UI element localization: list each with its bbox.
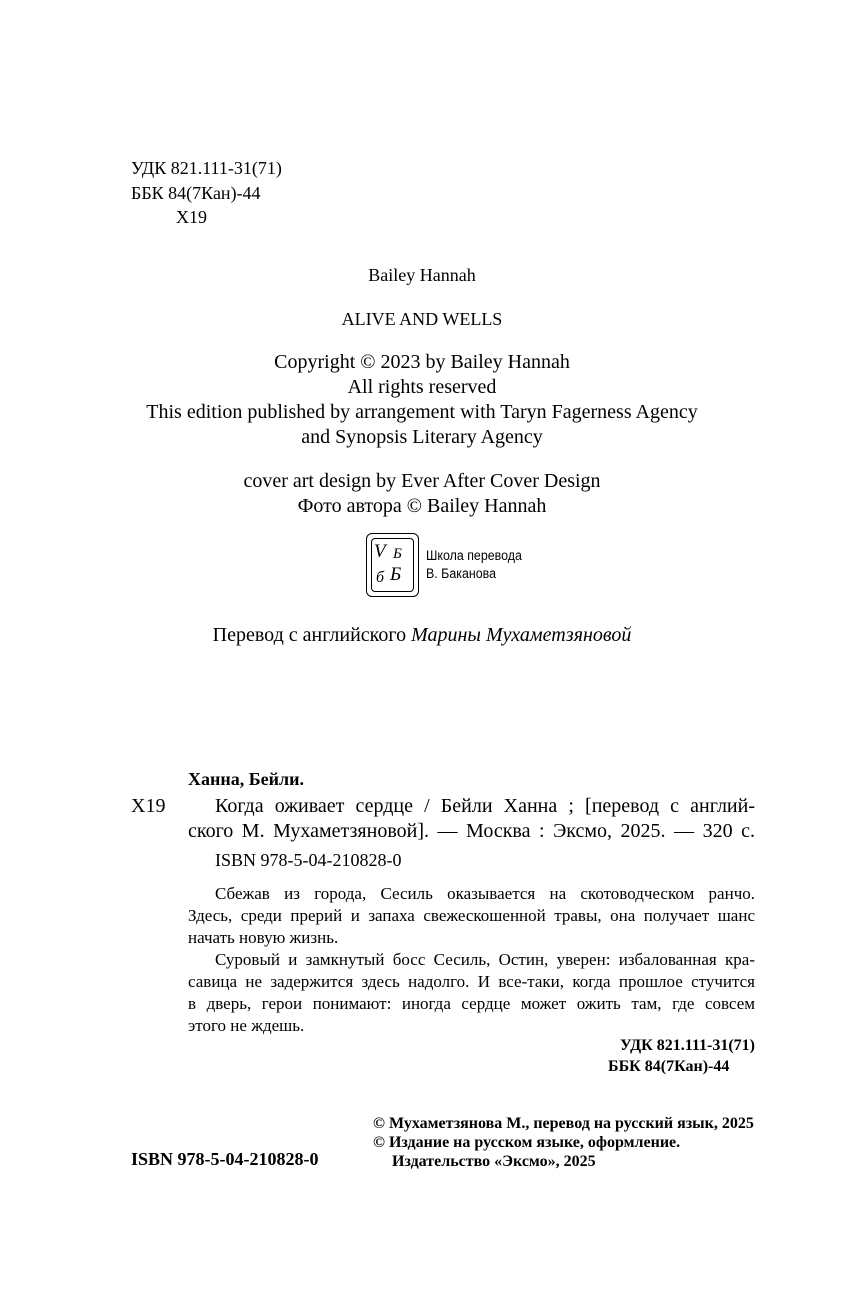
publisher-copyright: Издательство «Эксмо», 2025 xyxy=(392,1153,596,1170)
logo-letter: б xyxy=(376,569,385,586)
bbk-code: ББК 84(7Кан)-44 xyxy=(131,183,261,203)
copyright-line: All rights reserved xyxy=(347,376,497,398)
copyright-line: Copyright © 2023 by Bailey Hannah xyxy=(274,351,570,373)
copyright-line: and Synopsis Literary Agency xyxy=(301,426,543,448)
translation-copyright: © Мухаметзянова М., перевод на русский язык, 2025 xyxy=(373,1115,754,1132)
catalog-udk: УДК 821.111-31(71) xyxy=(620,1037,755,1054)
logo-letter: Б xyxy=(390,564,402,585)
author-mark: Х19 xyxy=(176,207,207,227)
annotation-line: Сбежав из города, Сесиль оказывается на скотоводческом ранчо. xyxy=(215,884,755,903)
catalog-description-line: Когда оживает сердце / Бейли Ханна ; [перевод с англий- xyxy=(215,795,755,817)
logo-letter: V xyxy=(374,541,386,562)
annotation-line: Суровый и замкнутый босс Сесиль, Остин, уверен: избалованная кра- xyxy=(215,950,755,969)
catalog-bbk: ББК 84(7Кан)-44 xyxy=(608,1058,730,1075)
edition-copyright: © Издание на русском языке, оформление. xyxy=(373,1134,681,1151)
photo-credit: Фото автора © Bailey Hannah xyxy=(297,495,547,517)
udk-code: УДК 821.111-31(71) xyxy=(131,158,282,178)
logo-letter: Б xyxy=(393,546,402,562)
logo-caption: В. Баканова xyxy=(426,566,496,581)
translator-name: Марины Мухаметзяновой xyxy=(411,624,632,646)
annotation-line: Здесь, среди прерий и запаха свежескошенной травы, она получает шанс xyxy=(188,906,755,925)
catalog-isbn: ISBN 978-5-04-210828-0 xyxy=(215,850,402,870)
annotation-line: в дверь, герои понимают: иногда сердце может ожить там, где совсем xyxy=(188,994,755,1013)
logo-caption: Школа перевода xyxy=(426,548,522,563)
original-author: Bailey Hannah xyxy=(368,265,476,285)
cover-credit: cover art design by Ever After Cover Design xyxy=(243,470,601,492)
translation-school-logo xyxy=(366,533,419,597)
catalog-description-line: ского М. Мухаметзяновой]. — Москва : Эксмо, 2025. — 320 с. xyxy=(188,820,755,842)
copyright-line: This edition published by arrangement with Taryn Fagerness Agency xyxy=(146,401,698,423)
footer-isbn: ISBN 978-5-04-210828-0 xyxy=(131,1149,319,1169)
annotation-line: савица не задержится здесь надолго. И все-таки, когда прошлое стучится xyxy=(188,972,755,991)
annotation-line: этого не ждешь. xyxy=(188,1016,305,1035)
translation-credit: Перевод с английского Марины Мухаметзяновой xyxy=(212,624,632,646)
original-title: ALIVE AND WELLS xyxy=(341,309,503,329)
catalog-mark: Х19 xyxy=(131,795,166,817)
catalog-heading: Ханна, Бейли. xyxy=(188,769,304,789)
annotation-line: начать новую жизнь. xyxy=(188,928,339,947)
